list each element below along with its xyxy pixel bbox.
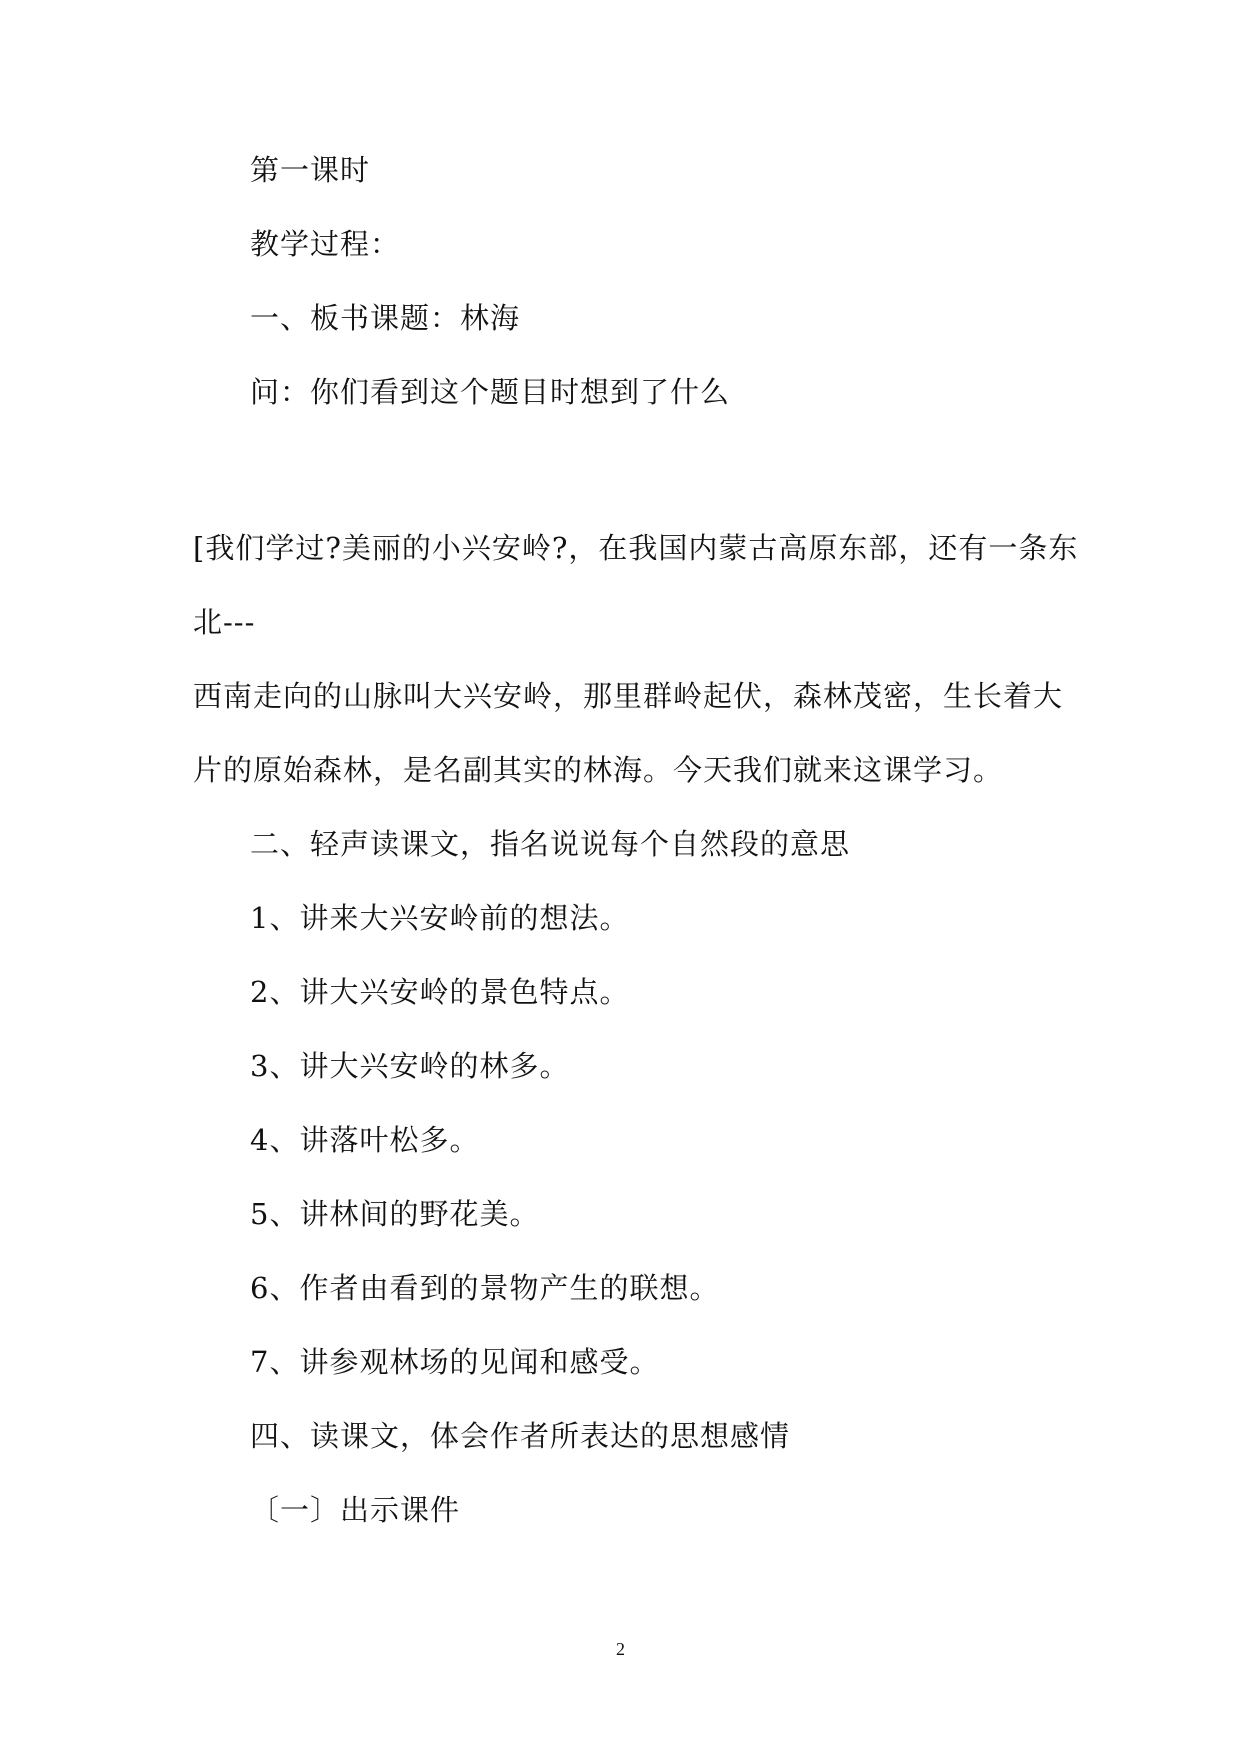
list-item: 3、讲大兴安岭的林多。 <box>250 1049 570 1083</box>
paragraph-line: 一、板书课题：林海 <box>250 301 521 335</box>
subsection-heading: 〔一〕出示课件 <box>250 1493 461 1527</box>
page-number: 2 <box>616 1639 625 1659</box>
lesson-period-heading: 第一课时 <box>250 153 371 187</box>
paragraph-line: 问：你们看到这个题目时想到了什么 <box>250 375 731 409</box>
section-heading: 四、读课文，体会作者所表达的思想感情 <box>250 1419 791 1453</box>
list-item: 1、讲来大兴安岭前的想法。 <box>250 901 630 935</box>
list-item: 5、讲林间的野花美。 <box>250 1197 540 1231</box>
list-item: 7、讲参观林场的见闻和感受。 <box>250 1345 660 1379</box>
paragraph-line: [我们学过?美丽的小兴安岭?，在我国内蒙古高原东部，还有一条东 <box>193 531 1079 565</box>
paragraph-line: 片的原始森林，是名副其实的林海。今天我们就来这课学习。 <box>193 753 1004 787</box>
teaching-process-heading: 教学过程： <box>250 227 401 261</box>
list-item: 4、讲落叶松多。 <box>250 1123 480 1157</box>
paragraph-line: 西南走向的山脉叫大兴安岭，那里群岭起伏，森林茂密，生长着大 <box>193 679 1064 713</box>
list-item: 2、讲大兴安岭的景色特点。 <box>250 975 630 1009</box>
paragraph-line: 北--- <box>193 605 256 639</box>
list-item: 6、作者由看到的景物产生的联想。 <box>250 1271 720 1305</box>
section-heading: 二、轻声读课文，指名说说每个自然段的意思 <box>250 827 851 861</box>
